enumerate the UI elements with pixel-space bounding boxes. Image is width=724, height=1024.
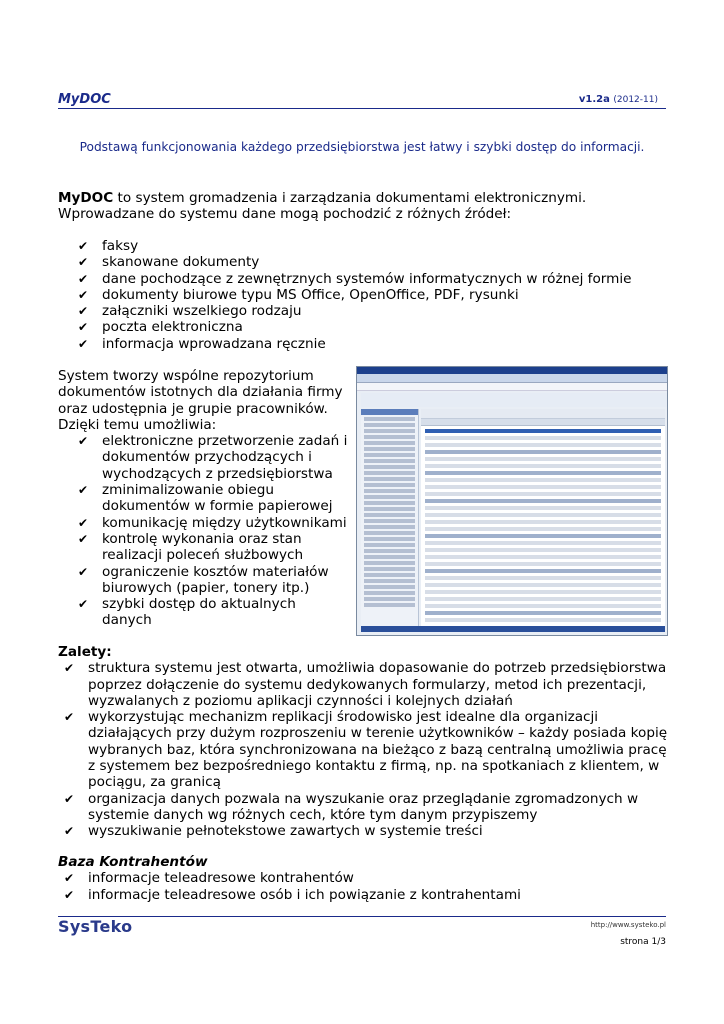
- intro-line-2: Wprowadzane do systemu dane mogą pochodzić z różnych źródeł:: [58, 206, 512, 223]
- sources-list: [58, 238, 668, 352]
- list-item: ✔ organizacja danych pozwala na wyszukanie oraz przeglądanie zgromadzonych w systemie danych wg różnych cech, które tym danym przypiszemy: [64, 790, 639, 823]
- checkmark-icon: ✔: [78, 336, 89, 351]
- list-item: ✔ ograniczenie kosztów materiałów biurowych (papier, tonery itp.): [78, 563, 329, 596]
- repository-line: dokumentów istotnych dla działania firmy: [58, 384, 343, 401]
- contractors-section: [58, 854, 668, 903]
- footer-divider: [58, 916, 666, 917]
- checkmark-icon: ✔: [78, 434, 89, 449]
- checkmark-icon: ✔: [78, 597, 89, 612]
- checkmark-icon: ✔: [64, 791, 75, 806]
- repository-section: [58, 368, 348, 629]
- screenshot-tabbar: [357, 374, 667, 383]
- contractors-heading: Baza Kontrahentów: [58, 854, 208, 870]
- screenshot-titlebar: [357, 367, 667, 374]
- list-item: ✔ faksy: [78, 238, 139, 254]
- list-item: ✔ załączniki wszelkiego rodzaju: [78, 303, 302, 320]
- checkmark-icon: ✔: [78, 483, 89, 498]
- checkmark-icon: ✔: [64, 824, 75, 839]
- company-logo: SysTeko: [58, 917, 133, 936]
- list-item: ✔ wyszukiwanie pełnotekstowe zawartych w systemie treści: [64, 823, 483, 840]
- list-item: ✔ wykorzystując mechanizm replikacji środowisko jest idealne dla organizacji działających przy dużym rozproszeniu w terenie użytkowników – każdy posiada kopię wybranych baz, która synchronizowana na bieżąco z bazą centralną umożliwia pracę z systemem bez bezpośredniego kontaktu z firmą, np. na spotkaniach z klientem, w pociągu, za granicą: [64, 709, 668, 791]
- checkmark-icon: ✔: [64, 887, 75, 902]
- list-item: ✔ dokumenty biurowe typu MS Office, OpenOffice, PDF, rysunki: [78, 286, 519, 303]
- checkmark-icon: ✔: [64, 661, 75, 676]
- company-url[interactable]: http://www.systeko.pl: [590, 921, 666, 929]
- intro-line-1: to system gromadzenia i zarządzania dokumentami elektronicznymi.: [113, 190, 587, 206]
- screenshot-statusbar: [361, 626, 665, 632]
- list-item: ✔ szybki dostęp do aktualnych danych: [78, 596, 296, 629]
- list-item: ✔ kontrolę wykonania oraz stan realizacji poleceń służbowych: [78, 530, 304, 564]
- screenshot-addressbar: [357, 383, 667, 391]
- checkmark-icon: ✔: [64, 710, 75, 725]
- version-label: [579, 94, 658, 105]
- header-divider: [58, 108, 666, 109]
- version-date: (2012-11): [613, 95, 658, 105]
- list-item: ✔ poczta elektroniczna: [78, 319, 243, 336]
- list-item: ✔ skanowane dokumenty: [78, 254, 260, 271]
- screenshot-document-list: [421, 409, 665, 627]
- document-title: MyDOC: [58, 92, 111, 107]
- checkmark-icon: ✔: [78, 320, 89, 335]
- list-item: ✔ informacje teleadresowe kontrahentów: [64, 870, 354, 887]
- screenshot-sidebar: [361, 409, 419, 627]
- app-screenshot: [356, 366, 668, 636]
- list-item: ✔ informacje teleadresowe osób i ich powiązanie z kontrahentami: [64, 886, 521, 903]
- checkmark-icon: ✔: [78, 304, 89, 319]
- intro-product-name: MyDOC: [58, 190, 114, 206]
- advantages-heading: Zalety:: [58, 644, 112, 660]
- tagline: Podstawą funkcjonowania każdego przedsiębiorstwa jest łatwy i szybki dostęp do informacji.: [79, 140, 645, 154]
- list-item: ✔ struktura systemu jest otwarta, umożliwia dopasowanie do potrzeb przedsiębiorstwa poprzez dołączenie do systemu dedykowanych formularzy, metod ich prezentacji, wyzwalanych z poziomu aplikacji czynności i kolejnych działań: [64, 660, 667, 709]
- version-number: v1.2a: [578, 94, 610, 105]
- advantages-section: [58, 644, 668, 840]
- page-number: strona 1/3: [620, 937, 666, 947]
- checkmark-icon: ✔: [78, 287, 89, 302]
- list-item: ✔ informacja wprowadzana ręcznie: [78, 335, 326, 352]
- repository-line: oraz udostępnia je grupie pracowników.: [58, 400, 328, 417]
- advantages-list: [58, 660, 668, 839]
- list-item: ✔ dane pochodzące z zewnętrznych systemów informatycznych w różnej formie: [78, 270, 632, 287]
- list-item: ✔ elektroniczne przetworzenie zadań i dokumentów przychodzących i wychodzących z przedsiębiorstwa: [78, 433, 348, 482]
- checkmark-icon: ✔: [78, 531, 89, 546]
- list-item: ✔ komunikację między użytkownikami: [78, 514, 347, 531]
- checkmark-icon: ✔: [64, 871, 75, 886]
- list-item: ✔ zminimalizowanie obiegu dokumentów w formie papierowej: [78, 482, 333, 515]
- checkmark-icon: ✔: [78, 515, 89, 530]
- checkmark-icon: ✔: [78, 255, 89, 270]
- intro-paragraph: [58, 190, 668, 223]
- repository-line: Dzięki temu umożliwia:: [58, 416, 217, 433]
- checkmark-icon: ✔: [78, 564, 89, 579]
- contractors-list: [58, 870, 668, 903]
- repository-line: System tworzy wspólne repozytorium: [58, 368, 314, 384]
- checkmark-icon: ✔: [78, 239, 89, 253]
- checkmark-icon: ✔: [78, 271, 89, 286]
- screenshot-banner: [361, 393, 667, 407]
- capabilities-list: [58, 433, 348, 629]
